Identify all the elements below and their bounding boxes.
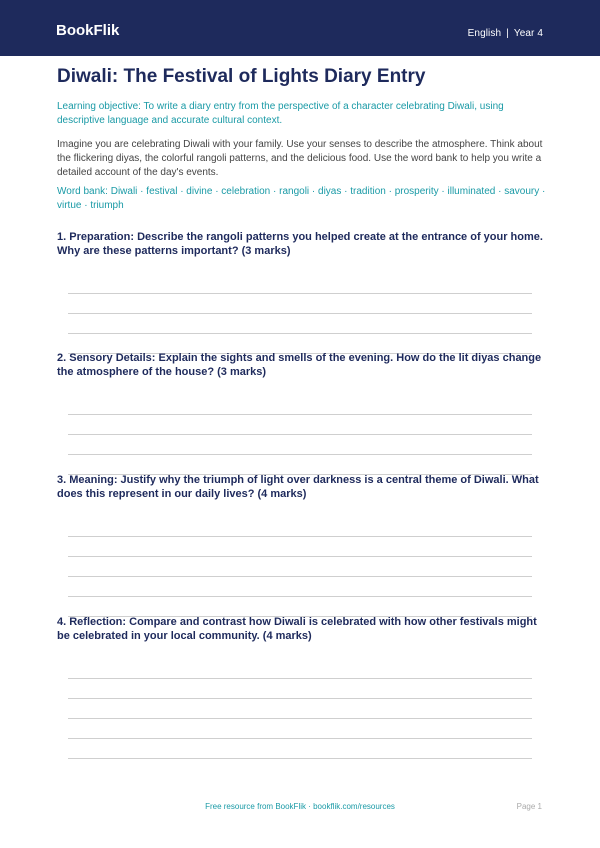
answer-line[interactable] [68, 293, 532, 294]
answer-line[interactable] [68, 536, 532, 537]
page-number: Page 1 [516, 802, 542, 811]
intro-paragraph: Imagine you are celebrating Diwali with your family. Use your senses to describe the atmosphere. Think about the flickering diyas, the colorful rangoli patterns, and the delicious food. Use the word bank to help you write a detailed account of the day's events. [57, 139, 543, 178]
word-bank: Word bank: Diwali · festival · divine · celebration · rangoli · diyas · tradition · prosperity · illuminated · savoury · virtue · triumph [57, 186, 546, 211]
subject-year-label: English | Year 4 [467, 28, 543, 39]
answer-line[interactable] [68, 678, 532, 679]
answer-line[interactable] [68, 414, 532, 415]
answer-line[interactable] [68, 454, 532, 455]
answer-line[interactable] [68, 596, 532, 597]
answer-line[interactable] [68, 556, 532, 557]
worksheet-title: Diwali: The Festival of Lights Diary Entry [57, 66, 426, 87]
year-label: Year 4 [513, 28, 543, 39]
answer-line[interactable] [68, 333, 532, 334]
question-2: 2. Sensory Details: Explain the sights and smells of the evening. How do the lit diyas change the atmosphere of the house? (3 marks) [57, 352, 542, 378]
footer-link[interactable]: Free resource from BookFlik · bookflik.com/resources [205, 802, 395, 811]
brand-logo[interactable]: BookFlik [56, 22, 120, 39]
answer-line[interactable] [68, 698, 532, 699]
subject-label: English [467, 28, 502, 39]
answer-line[interactable] [68, 758, 532, 759]
question-3: 3. Meaning: Justify why the triumph of light over darkness is a central theme of Diwali. What does this represent in our daily lives? (4 marks) [57, 474, 539, 500]
answer-line[interactable] [68, 434, 532, 435]
page-header [0, 0, 600, 56]
answer-line[interactable] [68, 576, 532, 577]
question-4: 4. Reflection: Compare and contrast how Diwali is celebrated with how other festivals might be celebrated in your local community. (4 marks) [57, 616, 537, 642]
answer-line[interactable] [68, 718, 532, 719]
answer-line[interactable] [68, 738, 532, 739]
answer-line[interactable] [68, 313, 532, 314]
question-1: 1. Preparation: Describe the rangoli patterns you helped create at the entrance of your home. Why are these patterns important? (3 marks) [57, 231, 543, 257]
learning-objective: Learning objective: To write a diary entry from the perspective of a character celebrating Diwali, using descriptive language and accurate cultural context. [57, 101, 504, 126]
